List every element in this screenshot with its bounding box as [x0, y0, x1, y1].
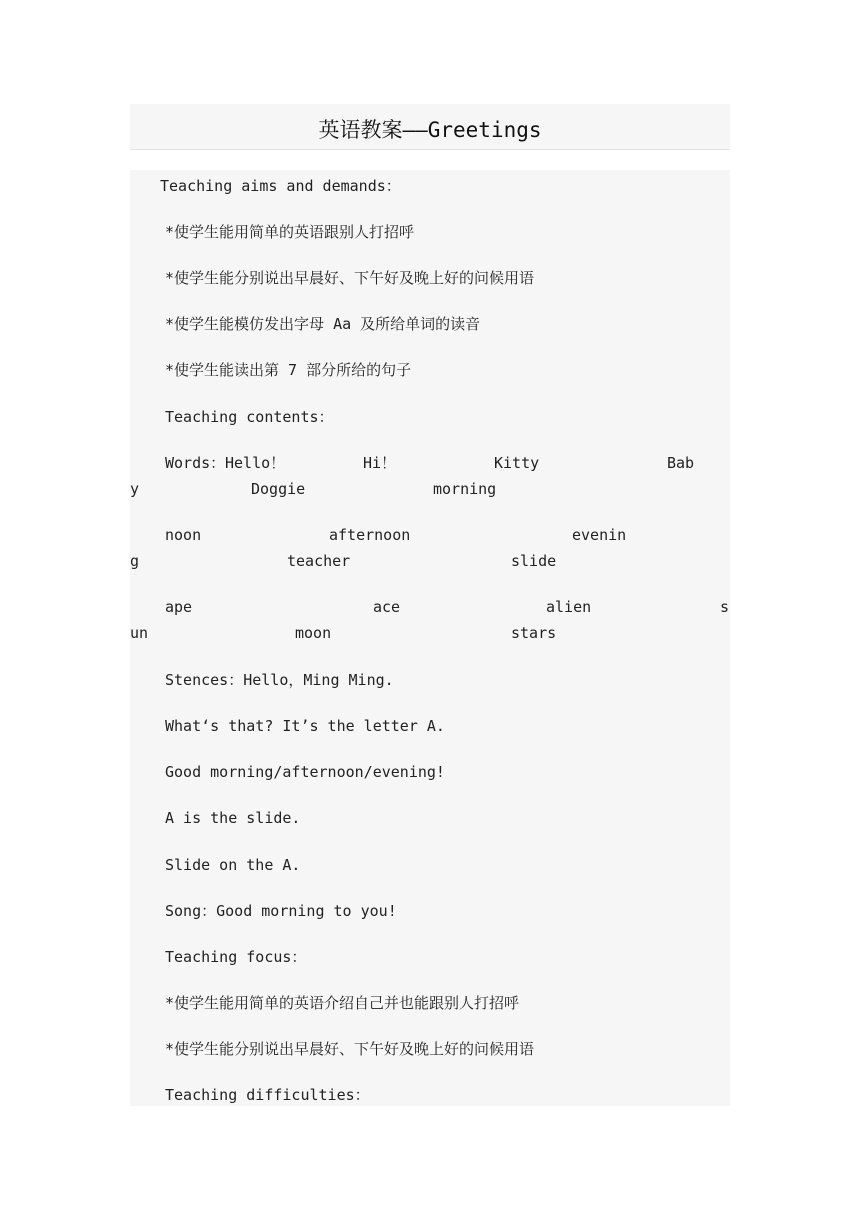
word: g [130, 552, 140, 570]
focus-item: *使学生能分别说出早晨好、下午好及晚上好的问候用语 [165, 1040, 535, 1058]
word: Kitty [494, 454, 540, 472]
word: Hello！ [225, 454, 286, 472]
focus-heading: Teaching focus： [165, 948, 307, 966]
word: morning [433, 480, 497, 498]
aim-item: *使学生能模仿发出字母 Aa 及所给单词的读音 [165, 315, 481, 333]
sentence: Good morning/afternoon/evening! [165, 763, 445, 781]
words-label: Words： [165, 454, 226, 472]
aim-item: *使学生能分别说出早晨好、下午好及晚上好的问候用语 [165, 269, 535, 287]
sentence: Stences：Hello，Ming Ming. [165, 671, 394, 689]
sentence: Slide on the A. [165, 856, 301, 874]
word: slide [511, 552, 557, 570]
word: stars [511, 624, 557, 642]
contents-heading: Teaching contents： [165, 408, 334, 426]
word: s [720, 598, 730, 616]
aim-item: *使学生能读出第 7 部分所给的句子 [165, 361, 412, 379]
word: alien [546, 598, 592, 616]
sentence: What‘s that? It’s the letter A. [165, 717, 445, 735]
sentence: A is the slide. [165, 809, 301, 827]
word: teacher [287, 552, 351, 570]
word: evenin [572, 526, 627, 544]
word: ape [165, 598, 193, 616]
word: ace [373, 598, 401, 616]
word: afternoon [329, 526, 411, 544]
word: moon [295, 624, 332, 642]
word: Doggie [251, 480, 306, 498]
word: Hi！ [363, 454, 397, 472]
sentence: Song：Good morning to you! [165, 902, 397, 920]
word: un [130, 624, 149, 642]
page-title: 英语教案——Greetings [318, 118, 542, 142]
focus-item: *使学生能用简单的英语介绍自己并也能跟别人打招呼 [165, 994, 520, 1012]
word: y [130, 480, 140, 498]
difficulties-heading: Teaching difficulties： [165, 1086, 370, 1104]
word: Bab [667, 454, 695, 472]
word: noon [165, 526, 202, 544]
aim-item: *使学生能用简单的英语跟别人打招呼 [165, 223, 415, 241]
aims-heading: Teaching aims and demands： [160, 177, 401, 195]
title-bar [130, 104, 730, 150]
